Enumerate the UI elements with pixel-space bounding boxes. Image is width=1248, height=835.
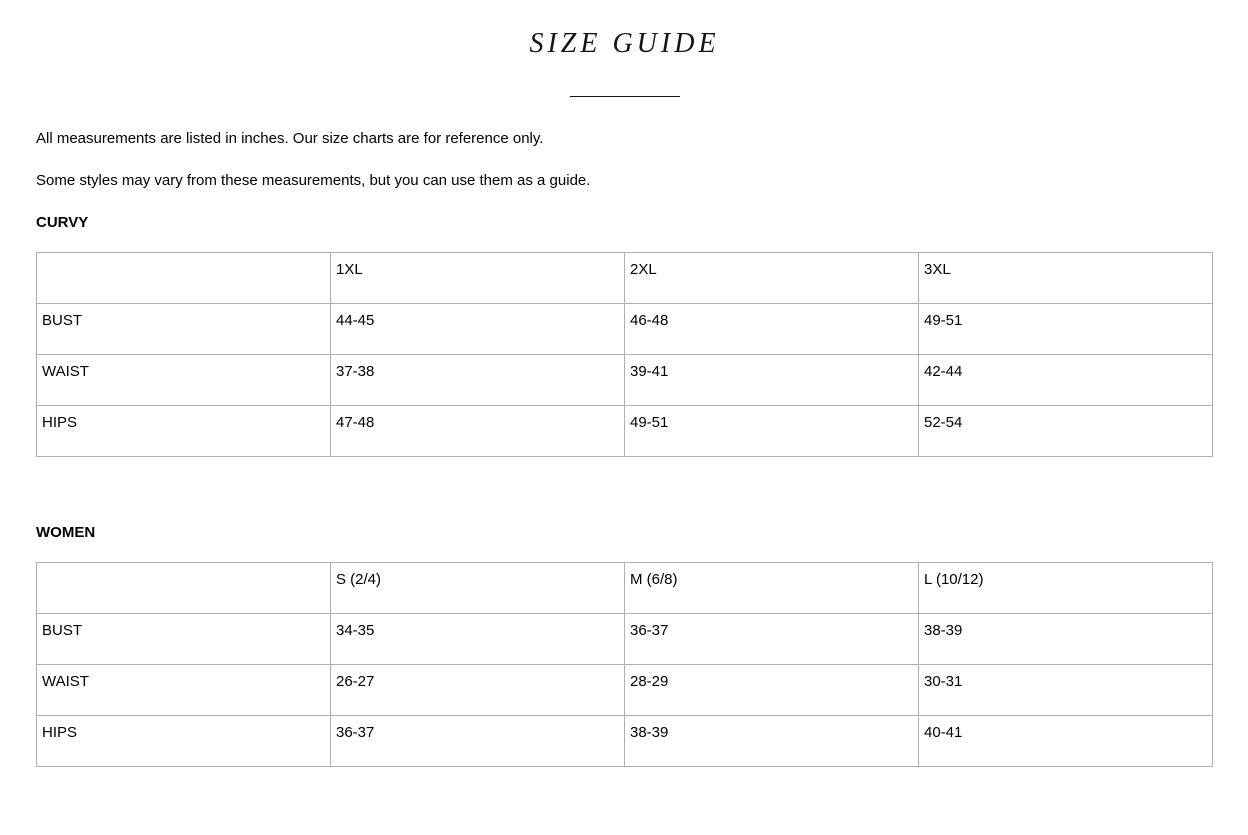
intro-paragraph-1: All measurements are listed in inches. Our size charts are for reference only. xyxy=(36,130,544,147)
curvy-bust-3xl: 49-51 xyxy=(919,304,1213,355)
women-header-blank-cell xyxy=(37,563,331,614)
women-hips-m: 38-39 xyxy=(625,716,919,767)
curvy-header-size-1xl: 1XL xyxy=(331,253,625,304)
curvy-size-table xyxy=(36,252,1213,457)
women-bust-m: 36-37 xyxy=(625,614,919,665)
women-header-size-s: S (2/4) xyxy=(331,563,625,614)
curvy-header-row xyxy=(37,253,1213,304)
women-hips-s: 36-37 xyxy=(331,716,625,767)
curvy-bust-1xl: 44-45 xyxy=(331,304,625,355)
women-bust-label: BUST xyxy=(37,614,331,665)
section-heading-curvy: CURVY xyxy=(36,214,89,231)
curvy-waist-3xl: 42-44 xyxy=(919,355,1213,406)
curvy-header-blank-cell xyxy=(37,253,331,304)
women-waist-row xyxy=(37,665,1213,716)
curvy-bust-row xyxy=(37,304,1213,355)
curvy-bust-label: BUST xyxy=(37,304,331,355)
women-bust-l: 38-39 xyxy=(919,614,1213,665)
page-title: SIZE GUIDE xyxy=(529,28,720,59)
intro-paragraph-2: Some styles may vary from these measurements, but you can use them as a guide. xyxy=(36,172,591,189)
women-bust-s: 34-35 xyxy=(331,614,625,665)
women-waist-l: 30-31 xyxy=(919,665,1213,716)
curvy-hips-row xyxy=(37,406,1213,457)
curvy-bust-2xl: 46-48 xyxy=(625,304,919,355)
women-waist-s: 26-27 xyxy=(331,665,625,716)
curvy-header-size-2xl: 2XL xyxy=(625,253,919,304)
curvy-hips-3xl: 52-54 xyxy=(919,406,1213,457)
section-heading-women: WOMEN xyxy=(36,524,96,541)
women-header-size-l: L (10/12) xyxy=(919,563,1213,614)
women-waist-label: WAIST xyxy=(37,665,331,716)
women-hips-l: 40-41 xyxy=(919,716,1213,767)
curvy-header-size-3xl: 3XL xyxy=(919,253,1213,304)
curvy-hips-2xl: 49-51 xyxy=(625,406,919,457)
curvy-waist-1xl: 37-38 xyxy=(331,355,625,406)
women-header-size-m: M (6/8) xyxy=(625,563,919,614)
curvy-hips-label: HIPS xyxy=(37,406,331,457)
women-hips-row xyxy=(37,716,1213,767)
women-header-row xyxy=(37,563,1213,614)
women-waist-m: 28-29 xyxy=(625,665,919,716)
curvy-waist-2xl: 39-41 xyxy=(625,355,919,406)
curvy-waist-label: WAIST xyxy=(37,355,331,406)
curvy-waist-row xyxy=(37,355,1213,406)
title-divider xyxy=(570,96,680,97)
women-hips-label: HIPS xyxy=(37,716,331,767)
curvy-hips-1xl: 47-48 xyxy=(331,406,625,457)
women-size-table xyxy=(36,562,1213,767)
women-bust-row xyxy=(37,614,1213,665)
size-guide-page xyxy=(0,27,1248,767)
